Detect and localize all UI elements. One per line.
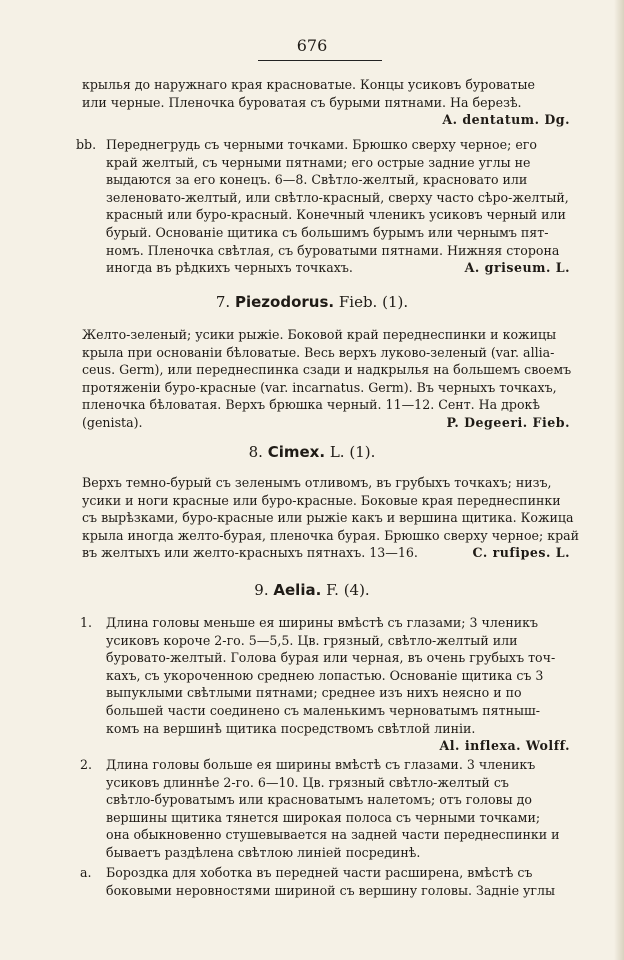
species-signature: Al. inflexa. Wolff. <box>439 738 570 754</box>
text-line: выпуклыми свѣтлыми пятнами; среднее изъ нихъ неясно и по <box>106 685 522 701</box>
text-line: номъ. Пленочка свѣтлая, съ буроватыми пятнами. Нижняя сторона <box>106 242 560 258</box>
genus-author: L. <box>329 443 345 461</box>
page-number: 676 <box>296 36 328 55</box>
text-line: Верхъ темно-бурый съ зеленымъ отливомъ, въ грубыхъ точкахъ; низъ, <box>82 475 552 490</box>
key-entry-2 <box>80 756 570 860</box>
species-signature: A. dentatum. Dg. <box>442 112 570 128</box>
genus-7-description <box>82 326 570 432</box>
key-entry-1 <box>80 614 570 754</box>
genus-author: F. <box>326 581 339 599</box>
genus-author: Fieb. <box>338 293 378 311</box>
text-line: выдаются за его конецъ. 6—8. Свѣтло-желтый, красновато или <box>106 172 528 188</box>
genus-number: 7. <box>215 293 231 311</box>
text-line-with-signature <box>82 414 570 432</box>
text-line: усиковъ короче 2-го. 5—5,5. Цв. грязный, свѣтло-желтый или <box>106 632 518 648</box>
genus-heading-7 <box>0 292 624 312</box>
continuation-paragraph <box>82 76 570 129</box>
genus-name: Piezodorus. <box>234 293 335 311</box>
text-line: зеленовато-желтый, или свѣтло-красный, сверху часто сѣро-желтый, <box>106 189 569 205</box>
species-count: (1). <box>349 443 376 461</box>
species-signature: P. Degeeri. Fieb. <box>446 414 570 430</box>
text-line: съ вырѣзками, буро-красные или рыжіе какъ и вершина щитика. Кожица <box>82 510 574 526</box>
key-entry-a <box>80 864 570 898</box>
text-line: бываетъ раздѣлена свѣтлою линіей посрединѣ. <box>106 844 421 860</box>
genus-name: Aelia. <box>273 581 322 599</box>
text-line: бурый. Основаніе щитика съ большимъ бурымъ или чернымъ пят- <box>106 224 549 240</box>
text-line-with-signature <box>106 259 570 277</box>
genus-number: 9. <box>254 581 269 599</box>
species-signature: A. griseum. L. <box>464 260 570 276</box>
text-line: она обыкновенно стушевывается на задней части переднеспинки и <box>106 827 560 843</box>
species-count: (4). <box>343 581 370 599</box>
text-line: свѣтло-буроватымъ или красноватымъ налетомъ; отъ головы до <box>106 792 532 808</box>
text-line: усики и ноги красные или буро-красные. Боковые края переднеспинки <box>82 492 561 508</box>
species-count: (1). <box>382 293 409 311</box>
text-line: кахъ, съ укороченною среднею лопастью. Основаніе щитика съ 3 <box>106 667 544 683</box>
text-line: крыла при основаніи бѣловатые. Весь верхъ луково-зеленый (var. allia- <box>82 344 555 360</box>
genus-heading-8 <box>0 442 624 462</box>
genus-8-description <box>82 474 580 562</box>
text-line: буровато-желтый. Голова бурая или черная, въ очень грубыхъ точ- <box>106 650 556 666</box>
text-line: боковыми неровностями шириной съ вершину головы. Задніе углы <box>106 882 556 898</box>
text-line: или черные. Пленочка буроватая съ бурыми пятнами. На березѣ. <box>82 94 522 110</box>
entry-marker: bb. <box>76 137 97 152</box>
species-signature: C. rufipes. L. <box>472 545 570 561</box>
genus-number: 8. <box>248 443 263 461</box>
genus-name: Cimex. <box>267 443 326 461</box>
text-line: крылья до наружнаго края красноватые. Концы усиковъ буроватые <box>82 77 535 92</box>
entry-marker: 1. <box>80 615 93 630</box>
text-line: въ желтыхъ или желто-красныхъ пятнахъ. 13—16. <box>82 545 418 561</box>
text-line: красный или буро-красный. Конечный членикъ усиковъ черный или <box>106 207 566 223</box>
text-line: Длина головы меньше ея ширины вмѣстѣ съ глазами; 3 членикъ <box>106 615 539 630</box>
text-line: ceus. Germ), или переднеспинка сзади и надкрылья на большемъ своемъ <box>82 362 572 378</box>
entry-marker: a. <box>80 865 92 880</box>
text-line: большей части соединено съ маленькимъ черноватымъ пятныш- <box>106 702 540 718</box>
text-line: крыла иногда желто-бурая, пленочка бурая. Брюшко сверху черное; край <box>82 527 580 543</box>
entry-marker: 2. <box>80 757 93 772</box>
page-edge-shadow <box>614 0 624 960</box>
text-line: Бороздка для хоботка въ передней части расширена, вмѣстѣ съ <box>106 865 533 880</box>
text-line: край желтый, съ черными пятнами; его острые задние углы не <box>106 154 531 170</box>
text-line: Желто-зеленый; усики рыжіе. Боковой край переднеспинки и кожицы <box>82 327 557 342</box>
text-line: (genista). <box>82 414 143 430</box>
text-line: Переднегрудь съ черными точками. Брюшко сверху черное; его <box>106 137 537 152</box>
header-rule <box>258 60 382 61</box>
text-line: пленочка бѣловатая. Верхъ брюшка черный. 11—12. Сент. На дрокѣ <box>82 397 541 413</box>
text-line: вершины щитика тянется широкая полоса съ черными точками; <box>106 809 541 825</box>
genus-heading-9 <box>0 580 624 600</box>
text-line: Длина головы больше ея ширины вмѣстѣ съ глазами. 3 членикъ <box>106 757 536 772</box>
text-line: усиковъ длиннѣе 2-го. 6—10. Цв. грязный свѣтло-желтый съ <box>106 774 509 790</box>
text-line: иногда въ рѣдкихъ черныхъ точкахъ. <box>106 260 353 276</box>
text-line: протяженіи буро-красные (var. incarnatus. Germ). Въ черныхъ точкахъ, <box>82 379 557 395</box>
text-line-with-signature <box>82 544 570 562</box>
text-line: комъ на вершинѣ щитика посредствомъ свѣтлой линіи. <box>106 720 476 736</box>
key-entry-bb <box>76 136 570 276</box>
